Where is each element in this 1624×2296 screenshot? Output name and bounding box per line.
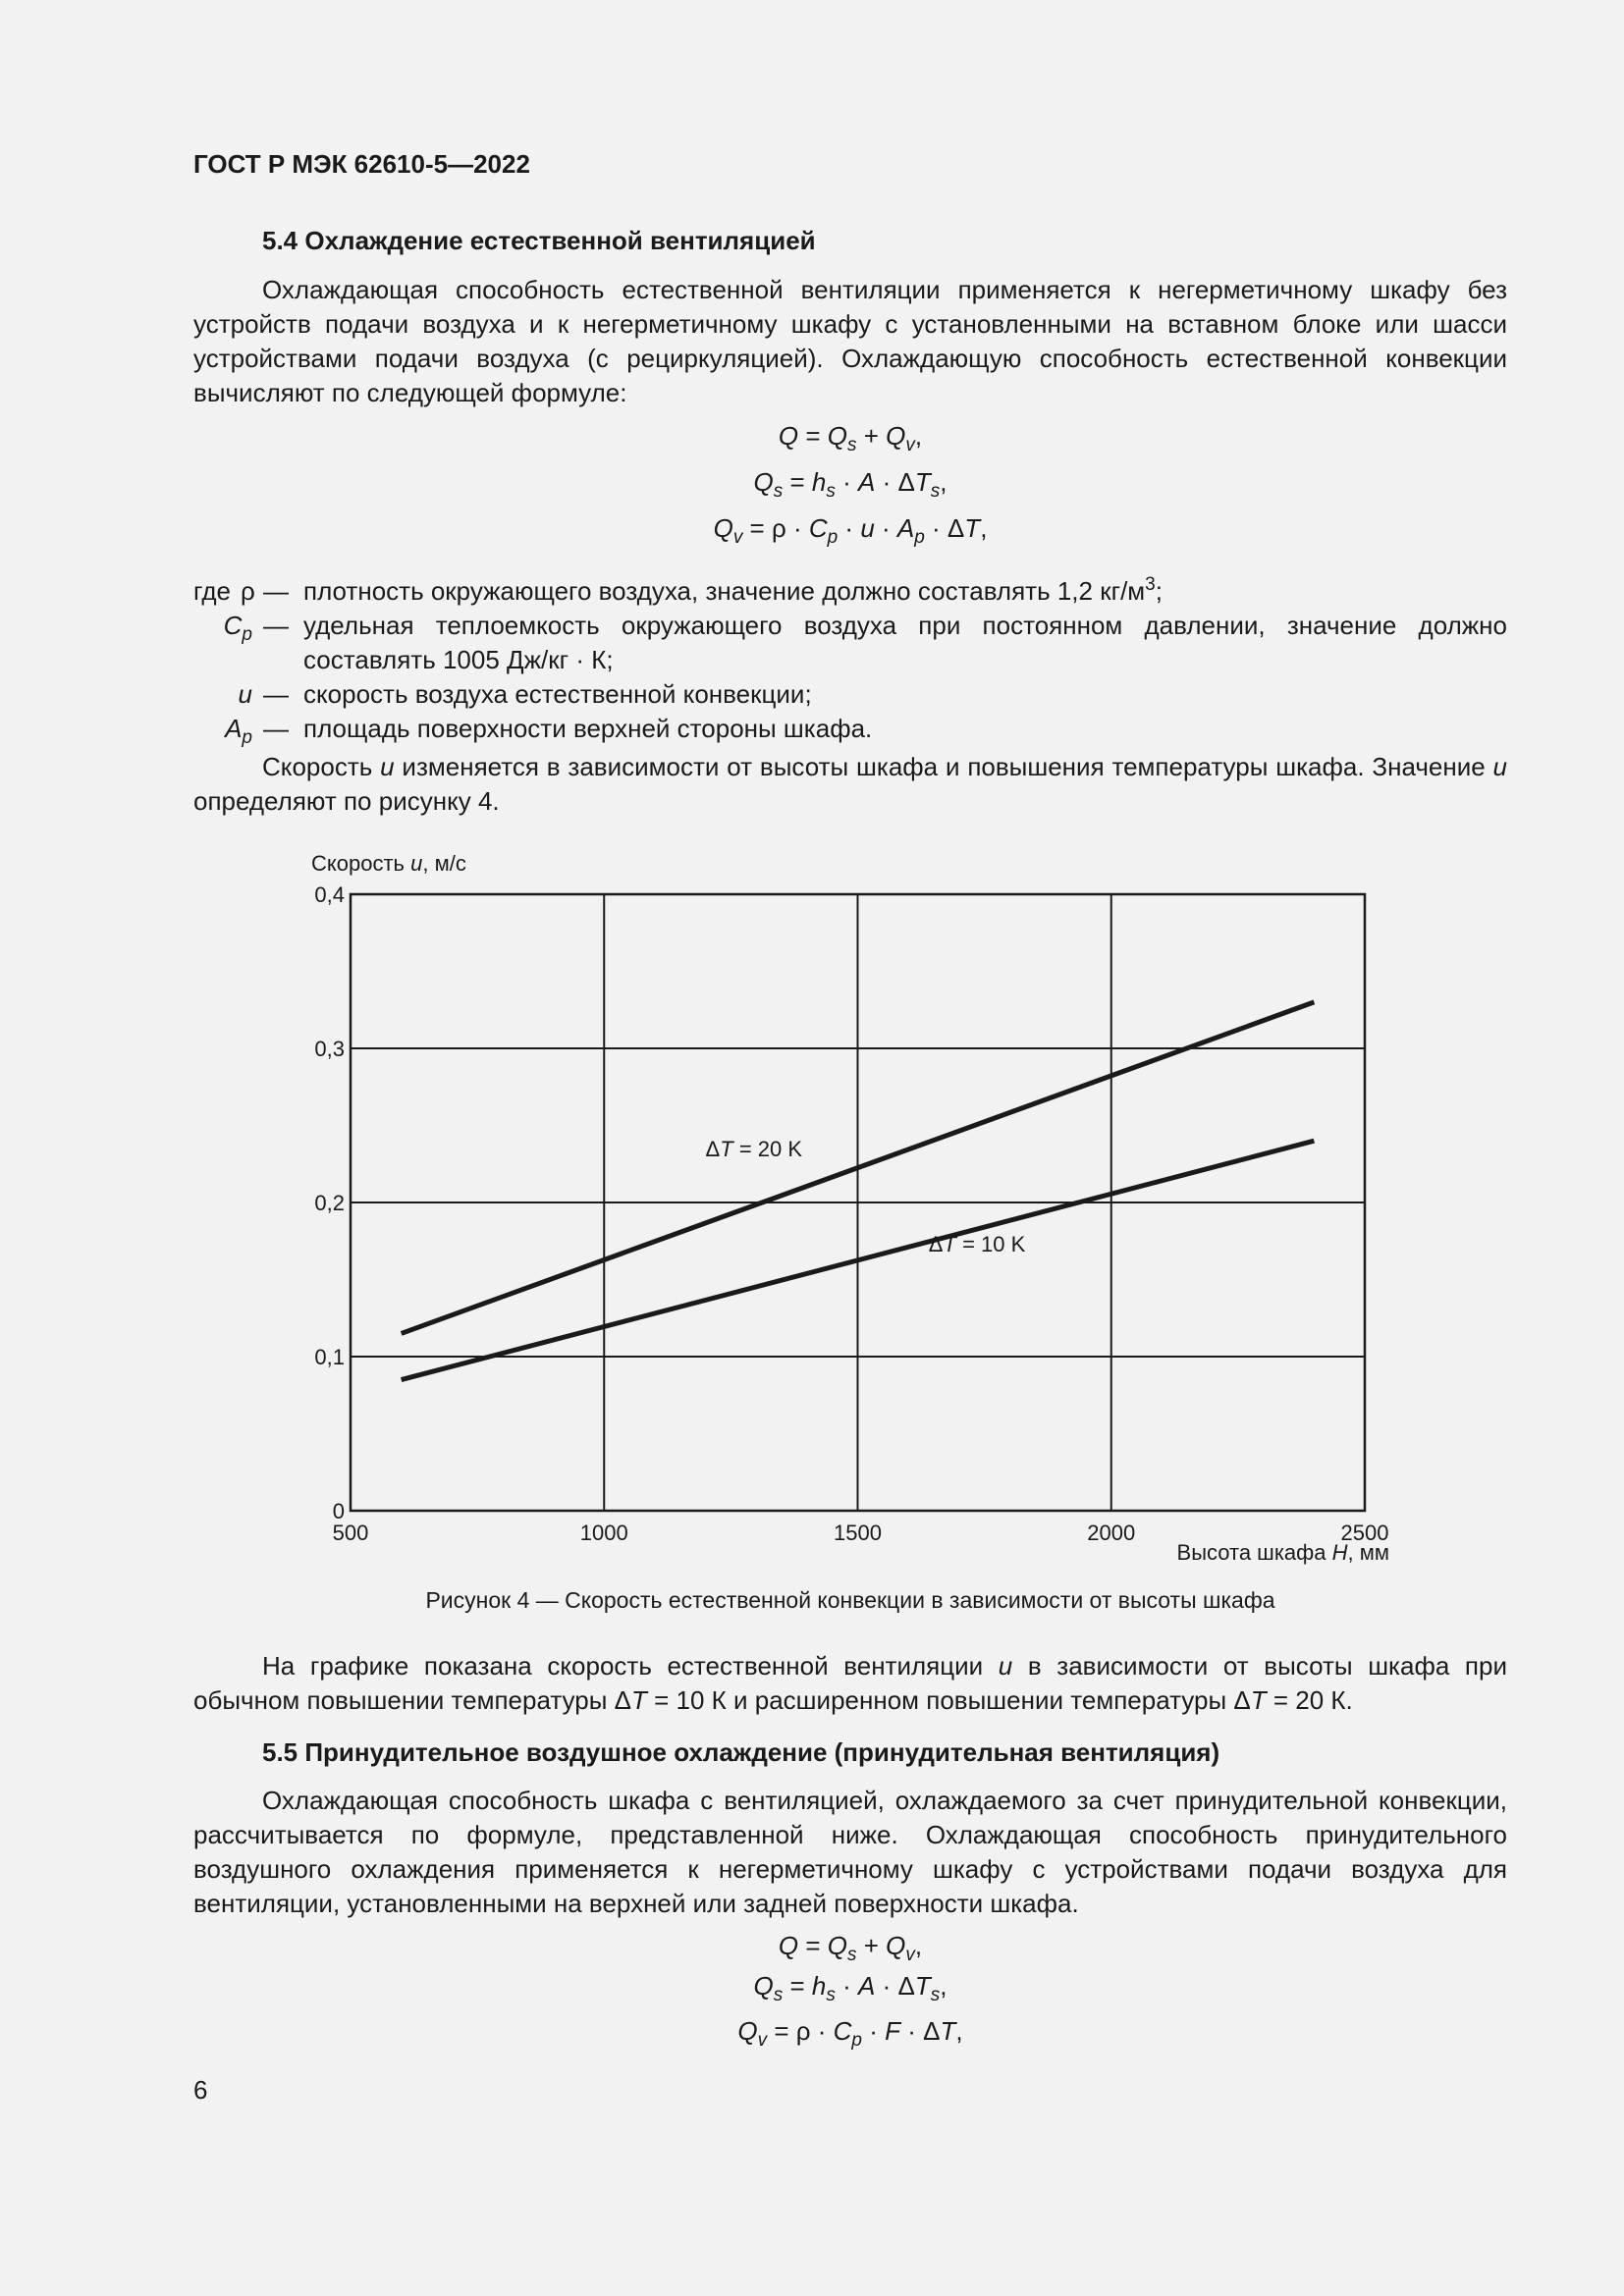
x-tick-label: 1000 (579, 1521, 628, 1545)
page-number: 6 (193, 2075, 208, 2105)
formula-qv-1: $Q_v = \rho \cdot C_p \cdot u \cdot A_p \cdot \Delta T$, (713, 513, 988, 548)
y-tick-label: 0 (332, 1499, 345, 1523)
formula-qv-2: $Q_v = \rho \cdot C_p \cdot F \cdot \Delta T$, (737, 2016, 963, 2051)
series-label: ΔT = 20 K (705, 1136, 803, 1161)
where-text-u: скорость воздуха естественной конвекции; (303, 679, 812, 709)
where-symbol-rho: ρ (241, 576, 255, 606)
x-tick-label: 2500 (1340, 1521, 1389, 1545)
section-5-5-title: 5.5 Принудительное воздушное охлаждение (принудительная вентиляция) (262, 1737, 1220, 1767)
where-symbol-cp-sub: p (242, 624, 252, 645)
y-tick-label: 0,3 (314, 1037, 345, 1061)
where-item-cp (193, 609, 1507, 677)
unit-superscript: 3 (1145, 574, 1156, 595)
where-text-cp: удельная теплоемкость окружающего воздуха при постоянном давлении, значение должно составлять 1005 Дж/кг · К; (303, 611, 1507, 674)
document-header: ГОСТ Р МЭК 62610-5—2022 (193, 149, 530, 179)
where-word: где (193, 576, 231, 606)
speed-paragraph (193, 750, 1507, 819)
section-5-4-title: 5.4 Охлаждение естественной вентиляцией (262, 226, 816, 255)
x-tick-label: 2000 (1087, 1521, 1136, 1545)
where-text-ap: площадь поверхности верхней стороны шкафа. (303, 714, 873, 743)
y-tick-label: 0,1 (314, 1345, 345, 1369)
y-tick-label: 0,2 (314, 1191, 345, 1215)
where-item-ap (193, 712, 1507, 746)
formula-q-total-1: $Q = Q_s + Q_v$, (778, 421, 923, 455)
desc-var-t: T (630, 1685, 647, 1715)
speed-var-u: u (1492, 752, 1507, 781)
section-5-5-intro: Охлаждающая способность шкафа с вентиляцией, охлаждаемого за счет принудительной конвекции, рассчитывается по формуле, представленной ниже. Охлаждающая способность принудительного воздушного охлаждения применяется к негерметичному шкафу с устройствами подачи воздуха для вентиляции, установленными на верхней или задней поверхности шкафа. (193, 1786, 1507, 1918)
chart-description-paragraph (193, 1649, 1507, 1718)
speed-var-u: u (380, 752, 395, 781)
where-text-rho: плотность окружающего воздуха, значение должно составлять 1,2 кг/м (303, 576, 1146, 606)
where-item-rho (193, 574, 1507, 609)
figure-caption: Рисунок 4 — Скорость естественной конвекции в зависимости от высоты шкафа (425, 1587, 1275, 1613)
where-symbol-ap-sub: p (242, 727, 252, 748)
where-list (193, 574, 1507, 746)
where-dash: — (263, 611, 289, 640)
section-5-4-intro: Охлаждающая способность естественной вентиляции применяется к негерметичному шкафу без устройств подачи воздуха и к негерметичному шкафу с установленными на вставном блоке или шасси устройствами подачи воздуха (с рециркуляцией). Охлаждающую способность естественной конвекции вычисляют по следующей формуле: (193, 275, 1507, 407)
formula-q-total-2: $Q = Q_s + Q_v$, (778, 1931, 923, 1965)
where-item-u (193, 677, 1507, 712)
desc-text-3: = 10 К и расширенном повышении температуры Δ (646, 1685, 1251, 1715)
desc-text-2: в зависимости от высоты шкафа при обычном повышении температуры Δ (193, 1651, 1507, 1715)
where-text-rho-tail: ; (1155, 576, 1163, 606)
speed-text-3: определяют по рисунку 4. (193, 786, 500, 816)
desc-var-u: u (998, 1651, 1013, 1681)
desc-text-1: На графике показана скорость естественной вентиляции (262, 1651, 999, 1681)
where-dash: — (263, 714, 289, 743)
chart-grid (351, 894, 1365, 1511)
y-tick-label: 0,4 (314, 882, 345, 907)
formula-qs-2: $Q_s = h_s \cdot A \cdot \Delta T_s$, (753, 1971, 947, 2005)
speed-text-2: изменяется в зависимости от высоты шкафа и повышения температуры шкафа. Значение (394, 752, 1493, 781)
y-axis-label: Скорость u, м/с (311, 851, 466, 876)
y-tick-labels (314, 882, 345, 1523)
x-axis-label: Высота шкафа H, мм (1176, 1540, 1389, 1565)
where-dash: — (263, 679, 289, 709)
where-symbol-ap: A (225, 714, 243, 743)
desc-var-t: T (1250, 1685, 1267, 1715)
where-dash: — (263, 576, 289, 606)
where-symbol-u: u (238, 679, 252, 709)
x-tick-label: 500 (332, 1521, 369, 1545)
speed-text-1: Скорость (262, 752, 381, 781)
speed-chart (295, 839, 1404, 1575)
where-symbol-cp: C (223, 611, 243, 640)
formula-qs-1: $Q_s = h_s \cdot A \cdot \Delta T_s$, (753, 467, 947, 502)
desc-text-4: = 20 К. (1266, 1685, 1353, 1715)
x-tick-label: 1500 (834, 1521, 882, 1545)
series-label: ΔT = 10 K (928, 1232, 1026, 1257)
